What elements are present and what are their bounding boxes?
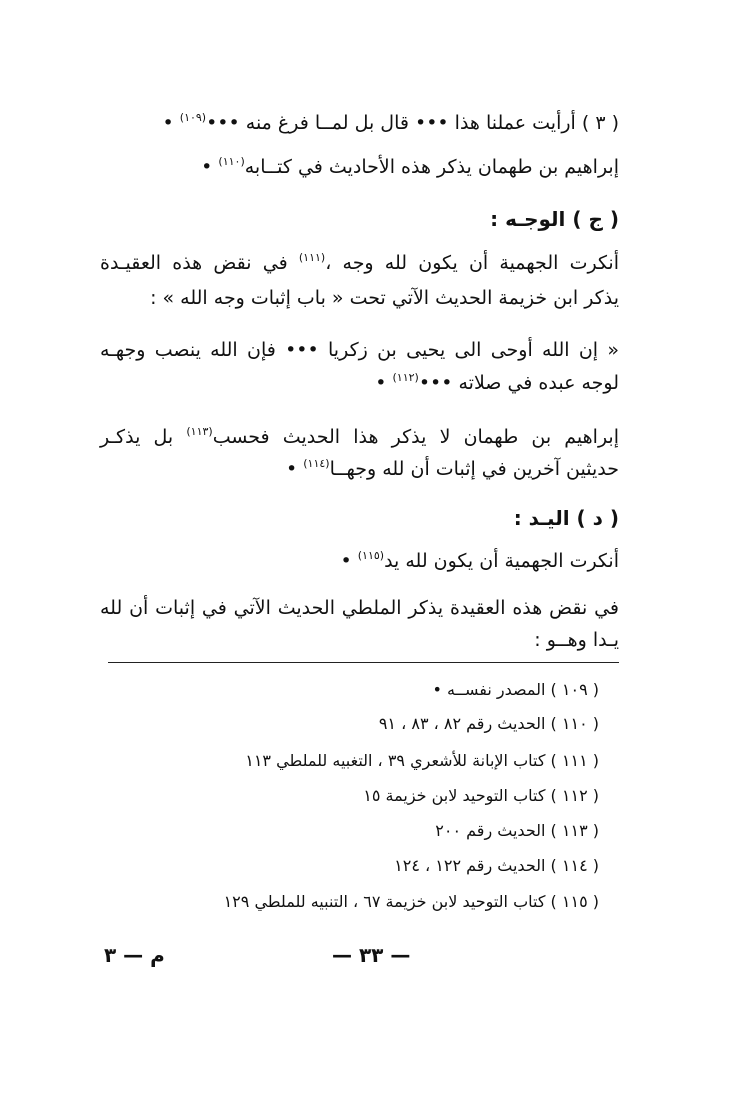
line-1-end: • [162, 112, 180, 134]
footnote-114: ( ١١٤ ) الحديث رقم ١٢٢ ، ١٢٤ [394, 856, 599, 875]
line-4-text-a: أنكرت الجهمية أن يكون لله وجه ، [325, 252, 619, 274]
footnote-ref-113[interactable]: (١١٣) [186, 425, 213, 438]
line-9-end: • [285, 458, 304, 480]
paragraph-line-6: « إن الله أوحى الى يحيى بن زكريا ••• فإن الله ينصب وجهـه [100, 339, 619, 361]
line-7-text: لوجه عبده في صلاته ••• [418, 372, 619, 394]
signature-mark: م — ٣ [104, 943, 165, 967]
footnote-115: ( ١١٥ ) كتاب التوحيد لابن خزيمة ٦٧ ، التنبيه للملطي ١٢٩ [223, 892, 599, 911]
line-2-text: إبراهيم بن طهمان يذكر هذه الأحاديث في كتــابه [244, 156, 619, 178]
line-1-text: ( ٣ ) أرأيت عملنا هذا ••• قال بل لمــا فرغ منه ••• [206, 112, 619, 134]
footnote-ref-111[interactable]: (١١١) [298, 251, 326, 264]
footnote-ref-115[interactable]: (١١٥) [357, 549, 385, 562]
line-8-text-a: إبراهيم بن طهمان لا يذكر هذا الحديث فحسب [212, 426, 619, 448]
paragraph-line-4 [100, 250, 619, 279]
line-8-text-b: بل يذكـر [100, 426, 187, 448]
line-7-end: • [375, 372, 393, 394]
footnote-divider [108, 662, 619, 663]
paragraph-line-9 [100, 456, 619, 485]
paragraph-line-1 [100, 110, 619, 139]
footnote-111: ( ١١١ ) كتاب الإبانة للأشعري ٣٩ ، التغبيه للملطي ١١٣ [245, 751, 599, 770]
line-9-text: حديثين آخرين في إثبات أن لله وجهــا [329, 458, 619, 480]
paragraph-line-2 [100, 154, 619, 183]
footnote-ref-110[interactable]: (١١٠) [218, 155, 245, 168]
footnote-110: ( ١١٠ ) الحديث رقم ٨٢ ، ٨٣ ، ٩١ [378, 714, 599, 733]
paragraph-line-7 [100, 370, 619, 399]
footnote-ref-109[interactable]: (١٠٩) [179, 111, 207, 124]
paragraph-line-11 [100, 548, 619, 577]
paragraph-line-13: يـدا وهــو : [534, 629, 619, 651]
line-4-text-b: في نقض هذه العقيـدة [100, 252, 299, 274]
footnote-ref-112[interactable]: (١١٢) [392, 371, 419, 384]
paragraph-line-5: يذكر ابن خزيمة الحديث الآتي تحت « باب إثبات وجه الله » : [150, 287, 619, 309]
section-heading-hand: ( د ) اليـد : [513, 506, 619, 530]
paragraph-line-12: في نقض هذه العقيدة يذكر الملطي الحديث الآتي في إثبات أن لله [100, 597, 619, 619]
footnote-109: ( ١٠٩ ) المصدر نفســه • [432, 680, 599, 699]
page-number: — ٣٣ — [332, 943, 411, 967]
footnote-113: ( ١١٣ ) الحديث رقم ٢٠٠ [435, 821, 599, 840]
line-2-end: • [201, 156, 219, 178]
line-11-text: أنكرت الجهمية أن يكون لله يد [384, 550, 619, 572]
footnote-ref-114[interactable]: (١١٤) [303, 457, 330, 470]
footnote-112: ( ١١٢ ) كتاب التوحيد لابن خزيمة ١٥ [363, 786, 599, 805]
paragraph-line-8 [100, 424, 619, 453]
section-heading-face: ( ج ) الوجـه : [490, 207, 619, 231]
line-11-end: • [340, 550, 358, 572]
